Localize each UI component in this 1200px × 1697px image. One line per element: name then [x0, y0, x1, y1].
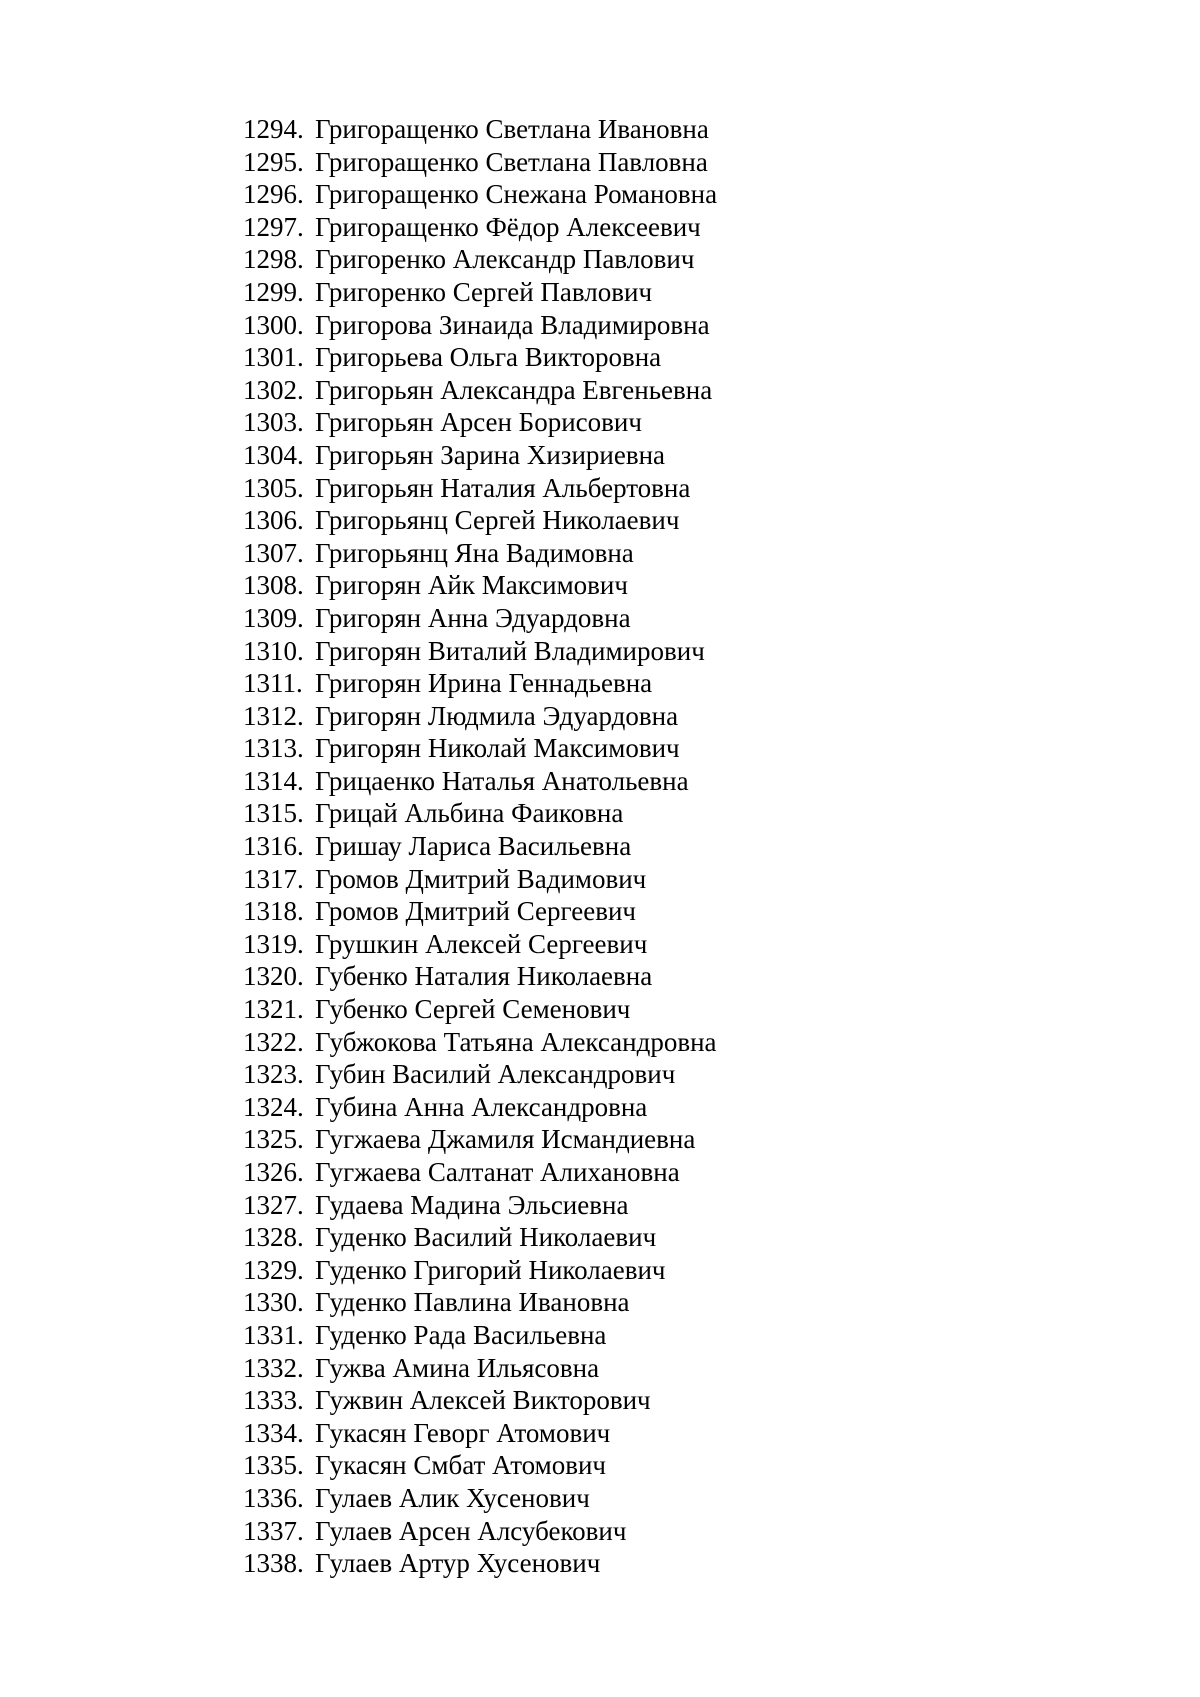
entry-name: Григоренко Александр Павлович: [315, 244, 695, 275]
entry-number: 1299.: [243, 276, 304, 307]
entry-name: Гужва Амина Ильясовна: [315, 1352, 600, 1383]
entry-number: 1311.: [243, 668, 303, 699]
entry-number: 1333.: [243, 1385, 304, 1416]
entry-name: Григоращенко Светлана Павловна: [315, 146, 708, 177]
list-item: [243, 1286, 717, 1319]
entry-number: 1295.: [243, 146, 304, 177]
entry-number: 1329.: [243, 1254, 304, 1285]
entry-number: 1317.: [243, 863, 304, 894]
entry-name: Громов Дмитрий Сергеевич: [315, 896, 636, 927]
entry-number: 1294.: [243, 114, 304, 144]
entry-number: 1309.: [243, 602, 304, 633]
list-item: [243, 732, 717, 765]
entry-number: 1328.: [243, 1222, 304, 1253]
list-item: [243, 765, 717, 798]
entry-number: 1302.: [243, 374, 304, 405]
list-item: [243, 439, 717, 472]
list-item: [243, 602, 717, 635]
entry-number: 1310.: [243, 635, 304, 666]
entry-number: 1336.: [243, 1482, 304, 1513]
list-item: [243, 243, 717, 276]
entry-name: Гуденко Григорий Николаевич: [315, 1254, 666, 1285]
entry-number: 1314.: [243, 765, 304, 796]
entry-number: 1304.: [243, 439, 304, 470]
entry-name: Гуденко Рада Васильевна: [315, 1319, 607, 1350]
entry-name: Григорьян Александра Евгеньевна: [315, 374, 713, 405]
entry-number: 1331.: [243, 1319, 304, 1350]
list-item: [243, 1352, 717, 1385]
list-item: [243, 1319, 717, 1352]
entry-number: 1338.: [243, 1548, 304, 1579]
entry-name: Григорян Людмила Эдуардовна: [315, 700, 679, 731]
list-item: [243, 863, 717, 896]
list-item: [243, 1091, 717, 1124]
list-item: [243, 993, 717, 1026]
list-item: [243, 928, 717, 961]
entry-number: 1321.: [243, 994, 304, 1025]
entry-name: Григорьян Наталия Альбертовна: [315, 472, 691, 503]
entry-name: Гуденко Василий Николаевич: [315, 1222, 657, 1253]
entry-number: 1335.: [243, 1450, 304, 1481]
entry-name: Губин Василий Александрович: [315, 1059, 676, 1090]
list-item: [243, 667, 717, 700]
entry-name: Григорян Виталий Владимирович: [315, 635, 705, 666]
entry-name: Грицай Альбина Фаиковна: [315, 798, 624, 829]
list-item: [243, 1417, 717, 1450]
entry-name: Грушкин Алексей Сергеевич: [315, 928, 648, 959]
entry-number: 1315.: [243, 798, 304, 829]
list-item: [243, 1058, 717, 1091]
entry-number: 1307.: [243, 537, 304, 568]
entry-number: 1322.: [243, 1026, 304, 1057]
entry-number: 1324.: [243, 1091, 304, 1122]
entry-number: 1326.: [243, 1157, 304, 1187]
entry-name: Гулаев Арсен Алсубекович: [315, 1515, 627, 1546]
entry-name: Губенко Сергей Семенович: [315, 994, 631, 1025]
list-item: [243, 830, 717, 863]
entry-name: Григоращенко Снежана Романовна: [315, 179, 718, 210]
entry-name: Григоращенко Светлана Ивановна: [315, 114, 709, 144]
list-item: [243, 504, 717, 537]
name-list: [243, 113, 717, 1580]
entry-number: 1337.: [243, 1515, 304, 1546]
entry-number: 1327.: [243, 1189, 304, 1220]
entry-number: 1334.: [243, 1417, 304, 1448]
list-item: [243, 1123, 717, 1156]
list-item: [243, 569, 717, 602]
list-item: [243, 960, 717, 993]
entry-name: Губенко Наталия Николаевна: [315, 961, 653, 992]
entry-number: 1297.: [243, 211, 304, 242]
list-item: [243, 341, 717, 374]
entry-number: 1298.: [243, 244, 304, 275]
entry-number: 1332.: [243, 1352, 304, 1383]
entry-number: 1316.: [243, 831, 304, 862]
entry-name: Гукасян Смбат Атомович: [315, 1450, 606, 1481]
entry-name: Губжокова Татьяна Александровна: [315, 1026, 717, 1057]
entry-name: Гужвин Алексей Викторович: [315, 1385, 651, 1416]
entry-name: Григорян Ирина Геннадьевна: [315, 668, 653, 699]
list-item: [243, 211, 717, 244]
entry-name: Громов Дмитрий Вадимович: [315, 863, 647, 894]
entry-name: Григоренко Сергей Павлович: [315, 276, 653, 307]
list-item: [243, 1547, 717, 1580]
entry-number: 1323.: [243, 1059, 304, 1090]
entry-name: Григорьянц Сергей Николаевич: [315, 505, 680, 536]
list-item: [243, 1449, 717, 1482]
list-item: [243, 700, 717, 733]
entry-number: 1305.: [243, 472, 304, 503]
list-item: [243, 895, 717, 928]
list-item: [243, 1515, 717, 1548]
entry-number: 1313.: [243, 733, 304, 764]
entry-number: 1330.: [243, 1287, 304, 1318]
entry-number: 1296.: [243, 179, 304, 210]
entry-name: Григорян Анна Эдуардовна: [315, 602, 631, 633]
entry-number: 1303.: [243, 407, 304, 438]
entry-name: Григорян Айк Максимович: [315, 570, 628, 601]
list-item: [243, 178, 717, 211]
list-item: [243, 1026, 717, 1059]
entry-number: 1318.: [243, 896, 304, 927]
entry-number: 1306.: [243, 505, 304, 536]
entry-name: Гукасян Геворг Атомович: [315, 1417, 611, 1448]
list-item: [243, 1156, 717, 1189]
entry-name: Григорян Николай Максимович: [315, 733, 680, 764]
entry-name: Григорьянц Яна Вадимовна: [315, 537, 634, 568]
list-item: [243, 309, 717, 342]
list-item: [243, 1221, 717, 1254]
list-item: [243, 1384, 717, 1417]
entry-name: Григорьян Зарина Хизириевна: [315, 439, 666, 470]
list-item: [243, 797, 717, 830]
list-item: [243, 1254, 717, 1287]
entry-number: 1325.: [243, 1124, 304, 1155]
list-item: [243, 406, 717, 439]
list-item: [243, 472, 717, 505]
list-item: [243, 113, 717, 146]
entry-name: Григорова Зинаида Владимировна: [315, 309, 710, 340]
entry-name: Гугжаева Джамиля Исмандиевна: [315, 1124, 696, 1155]
entry-name: Грицаенко Наталья Анатольевна: [315, 765, 689, 796]
list-item: [243, 1189, 717, 1222]
list-item: [243, 1482, 717, 1515]
list-item: [243, 146, 717, 179]
entry-number: 1319.: [243, 928, 304, 959]
entry-name: Григоращенко Фёдор Алексеевич: [315, 211, 701, 242]
entry-name: Гуденко Павлина Ивановна: [315, 1287, 630, 1318]
entry-number: 1301.: [243, 342, 304, 373]
entry-name: Гугжаева Салтанат Алихановна: [315, 1157, 680, 1187]
entry-name: Губина Анна Александровна: [315, 1091, 648, 1122]
entry-name: Григорьева Ольга Викторовна: [315, 342, 662, 373]
entry-name: Гришау Лариса Васильевна: [315, 831, 632, 862]
entry-number: 1312.: [243, 700, 304, 731]
entry-name: Григорьян Арсен Борисович: [315, 407, 642, 438]
entry-number: 1320.: [243, 961, 304, 992]
entry-number: 1300.: [243, 309, 304, 340]
list-item: [243, 374, 717, 407]
entry-name: Гулаев Артур Хусенович: [315, 1548, 601, 1579]
list-item: [243, 635, 717, 668]
entry-name: Гулаев Алик Хусенович: [315, 1482, 590, 1513]
list-item: [243, 276, 717, 309]
entry-number: 1308.: [243, 570, 304, 601]
entry-name: Гудаева Мадина Эльсиевна: [315, 1189, 629, 1220]
list-item: [243, 537, 717, 570]
